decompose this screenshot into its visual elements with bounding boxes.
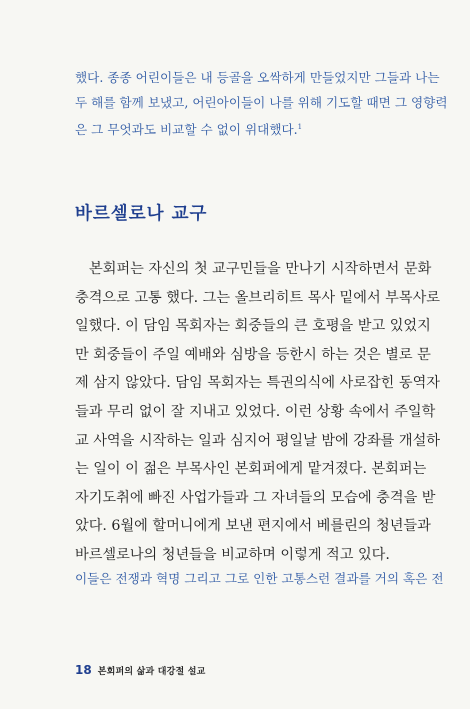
page-number: 18 [75, 663, 92, 677]
page-footer [75, 663, 206, 677]
quote-block [75, 66, 448, 143]
body-line: 바르셀로나의 청년들을 비교하며 이렇게 적고 있다. [75, 546, 390, 563]
quote-line-text: 은 그 무엇과도 비교할 수 없이 위대했다. [75, 122, 298, 138]
body-line: 들과 무리 없이 잘 지내고 있었다. 이런 상황 속에서 주일학 [75, 403, 436, 420]
quote-line [75, 115, 425, 143]
body-paragraph [75, 255, 441, 570]
running-title: 본회퍼의 삶과 대강절 설교 [97, 667, 206, 677]
footnote-marker: 1 [297, 123, 303, 131]
quote-line: 두 해를 함께 보냈고, 어린아이들이 나를 위해 기도할 때면 그 영향력 [75, 94, 448, 110]
body-line: 는 일이 이 젊은 부목사인 본회퍼에게 맡겨졌다. 본회퍼는 [75, 461, 427, 478]
body-line: 제 삼지 않았다. 담임 목회자는 특권의식에 사로잡힌 동역자 [75, 375, 441, 392]
section-heading: 바르셀로나 교구 [75, 204, 208, 224]
body-line: 일했다. 이 담임 목회자는 회중들의 큰 호평을 받고 있었지 [75, 318, 431, 335]
quote-start-line: 이들은 전쟁과 혁명 그리고 그로 인한 고통스런 결과를 거의 혹은 전 [75, 571, 444, 586]
quote-line: 했다. 종종 어린이들은 내 등골을 오싹하게 만들었지만 그들과 나는 [75, 70, 440, 85]
body-line: 만 회중들이 주일 예배와 심방을 등한시 하는 것은 별로 문 [75, 346, 431, 363]
body-line: 았다. 6월에 할머니에게 보낸 편지에서 베를린의 청년들과 [75, 518, 431, 535]
body-line: 충격으로 고통 했다. 그는 올브리히트 목사 밑에서 부목사로 [75, 289, 441, 306]
body-line: 자기도취에 빠진 사업가들과 그 자녀들의 모습에 충격을 받 [75, 489, 436, 506]
body-line: 본회퍼는 자신의 첫 교구민들을 만나기 시작하면서 문화 [89, 261, 432, 277]
body-line: 교 사역을 시작하는 일과 심지어 평일날 밤에 강좌를 개설하 [75, 432, 441, 449]
